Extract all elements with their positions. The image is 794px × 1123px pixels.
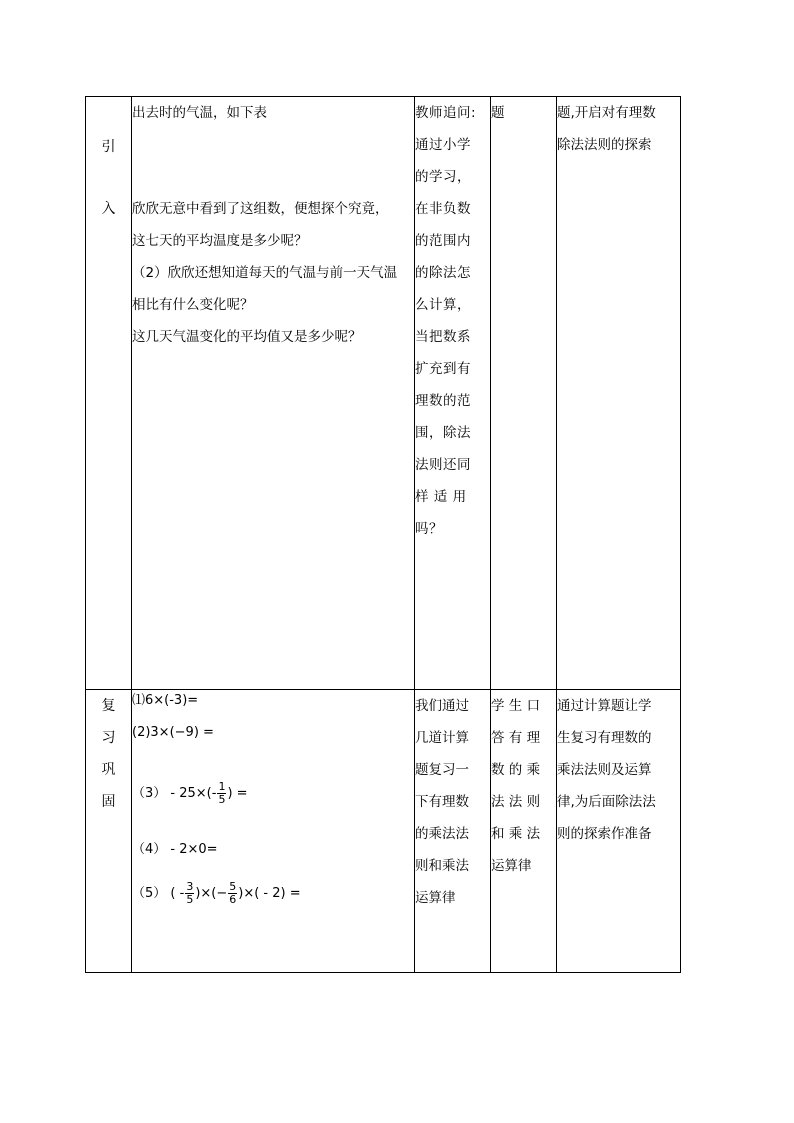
design-intent-cell: [557, 97, 681, 690]
teacher-activity-cell: [415, 97, 491, 690]
student-activity-cell: [491, 690, 557, 973]
content-line: 出去时的气温，如下表: [132, 105, 267, 121]
teacher-activity-cell: [415, 690, 491, 973]
table-row: [86, 97, 681, 690]
section-cell-review: [86, 690, 132, 973]
section-char: 引: [101, 139, 116, 155]
teacher-line: 的范围内: [415, 233, 471, 249]
content-line: 这几天气温变化的平均值又是多少呢？: [132, 329, 362, 345]
teacher-line: 的乘法法: [415, 826, 469, 842]
teacher-line: 我们通过: [415, 698, 469, 714]
design-line: 通过计算题让学: [557, 698, 652, 714]
student-line: 法 法 则: [491, 794, 541, 810]
design-line: 律,为后面除法法: [557, 794, 656, 810]
student-activity-cell: [491, 97, 557, 690]
design-intent-cell: [557, 690, 681, 973]
content-line: 这七天的平均温度是多少呢？: [132, 233, 308, 249]
exercise-4: （4） - 2×0=: [132, 842, 218, 857]
design-line: 题,开启对有理数: [557, 105, 656, 121]
fraction: $\frac{1}{5}$: [218, 780, 226, 806]
teacher-line: 扩充到有: [415, 361, 471, 377]
teacher-line: 下有理数: [415, 794, 469, 810]
teacher-line: 当把数系: [415, 329, 471, 345]
teacher-line: 教师追问:: [415, 105, 477, 121]
teacher-line: 则和乘法: [415, 858, 469, 874]
student-line: 题: [491, 105, 505, 121]
teacher-line: 样 适 用: [415, 489, 467, 505]
table-row: [86, 690, 681, 973]
design-line: 生复习有理数的: [557, 730, 652, 746]
lesson-plan-table: [85, 96, 681, 973]
student-line: 运算律: [491, 858, 532, 874]
teacher-line: 的除法怎: [415, 265, 471, 281]
teacher-line: 围，除法: [415, 425, 471, 441]
teacher-line: 吗？: [415, 521, 443, 537]
fraction: $\frac{5}{6}$: [229, 880, 237, 906]
exercise-5: （5） ( - $\frac{3}{5}$ )×(− $\frac{5}{6}$ )×( - 2) =: [132, 880, 301, 906]
content-line: 相比有什么变化呢？: [132, 297, 254, 313]
section-char: 习: [101, 730, 116, 746]
design-line: 则的探索作准备: [557, 826, 652, 842]
exercise-2: (2)3×(−9) =: [132, 725, 214, 740]
section-cell-intro: [86, 97, 132, 690]
table-placeholder: [132, 129, 414, 193]
teacher-line: 通过小学: [415, 137, 471, 153]
teacher-line: 题复习一: [415, 762, 469, 778]
content-line: 欣欣无意中看到了这组数，便想探个究竟，: [132, 201, 389, 217]
student-line: 答 有 理: [491, 730, 541, 746]
exercise-cell: [132, 690, 415, 973]
exercise-1: ⑴6×(-3)=: [132, 693, 199, 708]
teacher-line: 的学习，: [415, 169, 471, 185]
teacher-line: 么计算，: [415, 297, 471, 313]
section-char: 巩: [101, 762, 116, 778]
student-line: 数 的 乘: [491, 762, 541, 778]
design-line: 除法法则的探索: [557, 137, 652, 153]
content-line: （2）欣欣还想知道每天的气温与前一天气温: [132, 265, 398, 281]
teacher-line: 几道计算: [415, 730, 469, 746]
teacher-line: 在非负数: [415, 201, 471, 217]
section-char: 入: [101, 201, 116, 217]
design-line: 乘法法则及运算: [557, 762, 652, 778]
section-char: 复: [101, 698, 116, 714]
content-cell: [132, 97, 415, 690]
teacher-line: 理数的范: [415, 393, 471, 409]
student-line: 学 生 口: [491, 698, 541, 714]
fraction: $\frac{3}{5}$: [186, 880, 194, 906]
teacher-line: 法则还同: [415, 457, 471, 473]
teacher-line: 运算律: [415, 890, 456, 906]
section-char: 固: [101, 794, 116, 810]
exercise-3: （3） - 25×(- $\frac{1}{5}$ ) =: [132, 780, 248, 806]
student-line: 和 乘 法: [491, 826, 541, 842]
